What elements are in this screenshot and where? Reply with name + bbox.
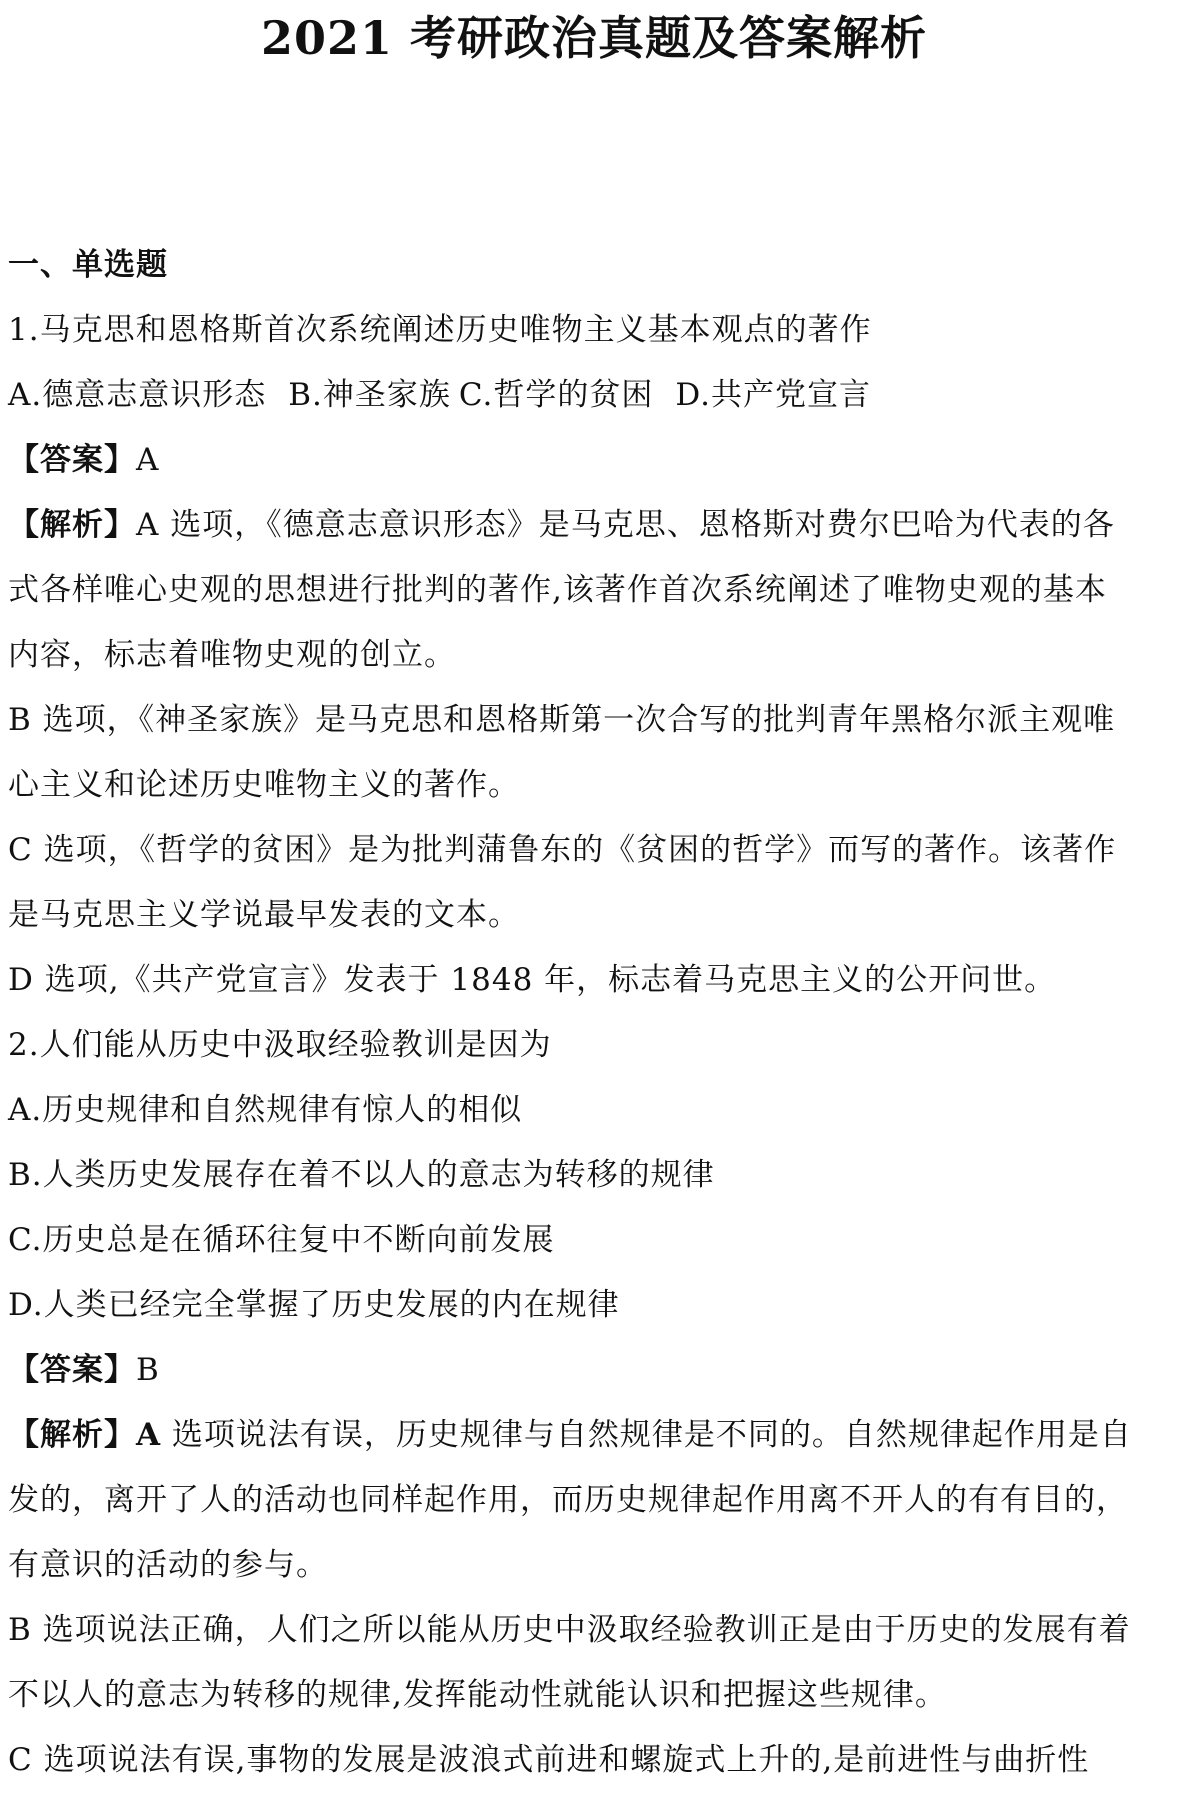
question-2-option-a: A.历史规律和自然规律有惊人的相似: [8, 1092, 523, 1128]
section-heading: 一、单选题: [8, 247, 168, 283]
question-2-option-d: D.人类已经完全掌握了历史发展的内在规律: [8, 1287, 620, 1323]
question-2-analysis-line: 有意识的活动的参与。: [8, 1547, 328, 1583]
question-2-analysis-line: C 选项说法有误,事物的发展是波浪式前进和螺旋式上升的,是前进性与曲折性: [8, 1742, 1090, 1778]
analysis-tag: 【解析】: [8, 1417, 136, 1453]
question-1-analysis-line: B 选项，《神圣家族》是马克思和恩格斯第一次合写的批判青年黑格尔派主观唯: [8, 702, 1116, 738]
question-1-answer: [8, 428, 1168, 493]
analysis-text: 选项说法有误，历史规律与自然规律是不同的。自然规律起作用是自: [161, 1417, 1132, 1453]
question-2-analysis-line: 不以人的意志为转移的规律,发挥能动性就能认识和把握这些规律。: [8, 1677, 947, 1713]
question-1-analysis-line: 心主义和论述历史唯物主义的著作。: [8, 767, 520, 803]
question-1-analysis-line: 是马克思主义学说最早发表的文本。: [8, 897, 520, 933]
question-1-stem: 1.马克思和恩格斯首次系统阐述历史唯物主义基本观点的著作: [8, 312, 872, 348]
question-1-analysis-line: 式各样唯心史观的思想进行批判的著作,该著作首次系统阐述了唯物史观的基本: [8, 572, 1107, 608]
question-2-option-c: C.历史总是在循环往复中不断向前发展: [8, 1222, 555, 1258]
answer-tag: 【答案】: [8, 442, 136, 478]
question-2-analysis-line: 发的，离开了人的活动也同样起作用，而历史规律起作用离不开人的有有目的，: [8, 1482, 1128, 1518]
document-body: [8, 233, 1168, 1793]
question-1-option-a: A.德意志意识形态: [8, 377, 267, 413]
question-1-option-c: C.哲学的贫困: [458, 377, 654, 413]
question-1-analysis-line: C 选项，《哲学的贫困》是为批判蒲鲁东的《贫困的哲学》而写的著作。该著作: [8, 832, 1117, 868]
analysis-text: A 选项，《德意志意识形态》是马克思、恩格斯对费尔巴哈为代表的各: [136, 507, 1115, 543]
question-1-option-d: D.共产党宣言: [675, 377, 871, 413]
question-2-answer-value: B: [136, 1352, 160, 1388]
question-1-analysis-line: [8, 493, 1168, 558]
analysis-option-letter: A: [136, 1417, 162, 1453]
question-1-analysis-line: 内容，标志着唯物史观的创立。: [8, 637, 456, 673]
analysis-tag: 【解析】: [8, 507, 136, 543]
document-title: 2021 考研政治真题及答案解析: [260, 11, 928, 65]
question-2-analysis-line: B 选项说法正确，人们之所以能从历史中汲取经验教训正是由于历史的发展有着: [8, 1612, 1131, 1648]
question-1-answer-value: A: [136, 442, 160, 478]
question-2-analysis-line: [8, 1403, 1168, 1468]
question-2-answer: [8, 1338, 1168, 1403]
question-1-analysis-line: D 选项,《共产党宣言》发表于 1848 年，标志着马克思主义的公开问世。: [8, 962, 1057, 998]
question-2-stem: 2.人们能从历史中汲取经验教训是因为: [8, 1027, 552, 1063]
question-2-option-b: B.人类历史发展存在着不以人的意志为转移的规律: [8, 1157, 715, 1193]
question-1-option-b: B.神圣家族: [288, 377, 451, 413]
answer-tag: 【答案】: [8, 1352, 136, 1388]
question-1-options: [8, 363, 1168, 428]
